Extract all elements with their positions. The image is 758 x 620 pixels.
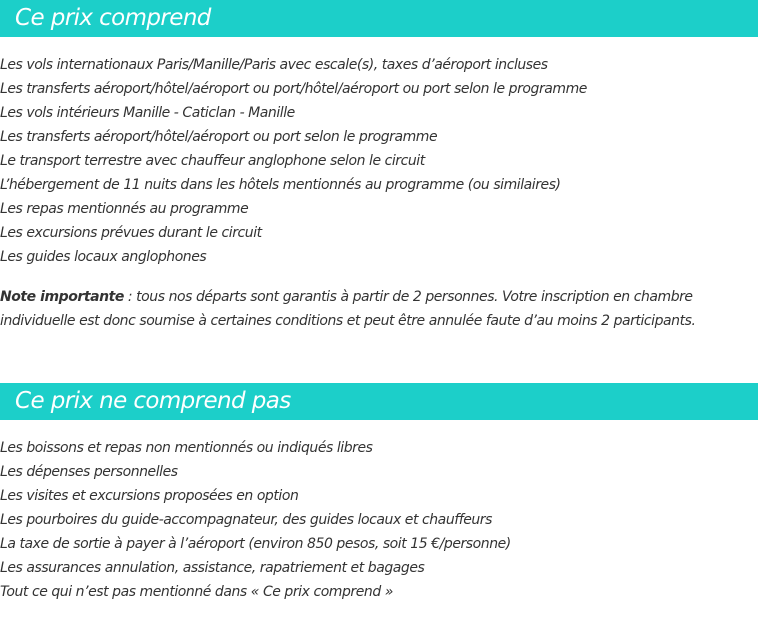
list-item: Les repas mentionnés au programme bbox=[0, 201, 249, 217]
list-item: La taxe de sortie à payer à l’aéroport (environ 850 pesos, soit 15 €/personne) bbox=[0, 536, 511, 552]
list-item: Les boissons et repas non mentionnés ou indiqués libres bbox=[0, 440, 373, 456]
list-item: Les transferts aéroport/hôtel/aéroport ou port/hôtel/aéroport ou port selon le programme bbox=[0, 81, 587, 97]
list-item: Les assurances annulation, assistance, rapatriement et bagages bbox=[0, 560, 425, 576]
excluded-list bbox=[0, 436, 511, 604]
excluded-section-header bbox=[0, 383, 758, 420]
list-item: Les pourboires du guide-accompagnateur, des guides locaux et chauffeurs bbox=[0, 512, 492, 528]
list-item: Les visites et excursions proposées en option bbox=[0, 488, 299, 504]
excluded-section-title: Ce prix ne comprend pas bbox=[15, 388, 291, 414]
list-item: Les transferts aéroport/hôtel/aéroport ou port selon le programme bbox=[0, 129, 438, 145]
important-note-text: : tous nos départs sont garantis à partir de 2 personnes. Votre inscription en chambre individuelle est donc soumise à certaines conditions et peut être annulée faute d’au moins 2 participants. bbox=[0, 289, 696, 329]
list-item: Les excursions prévues durant le circuit bbox=[0, 225, 262, 241]
important-note bbox=[0, 285, 752, 333]
list-item: Les guides locaux anglophones bbox=[0, 249, 207, 265]
list-item: Les dépenses personnelles bbox=[0, 464, 178, 480]
included-section-title: Ce prix comprend bbox=[15, 5, 211, 31]
included-section-header bbox=[0, 0, 758, 37]
list-item: Les vols intérieurs Manille - Caticlan - Manille bbox=[0, 105, 295, 121]
important-note-label: Note importante bbox=[0, 289, 124, 305]
list-item: L’hébergement de 11 nuits dans les hôtels mentionnés au programme (ou similaires) bbox=[0, 177, 561, 193]
list-item: Tout ce qui n’est pas mentionné dans « Ce prix comprend » bbox=[0, 584, 393, 600]
list-item: Les vols internationaux Paris/Manille/Paris avec escale(s), taxes d’aéroport incluses bbox=[0, 57, 548, 73]
included-list bbox=[0, 53, 587, 269]
list-item: Le transport terrestre avec chauffeur anglophone selon le circuit bbox=[0, 153, 425, 169]
